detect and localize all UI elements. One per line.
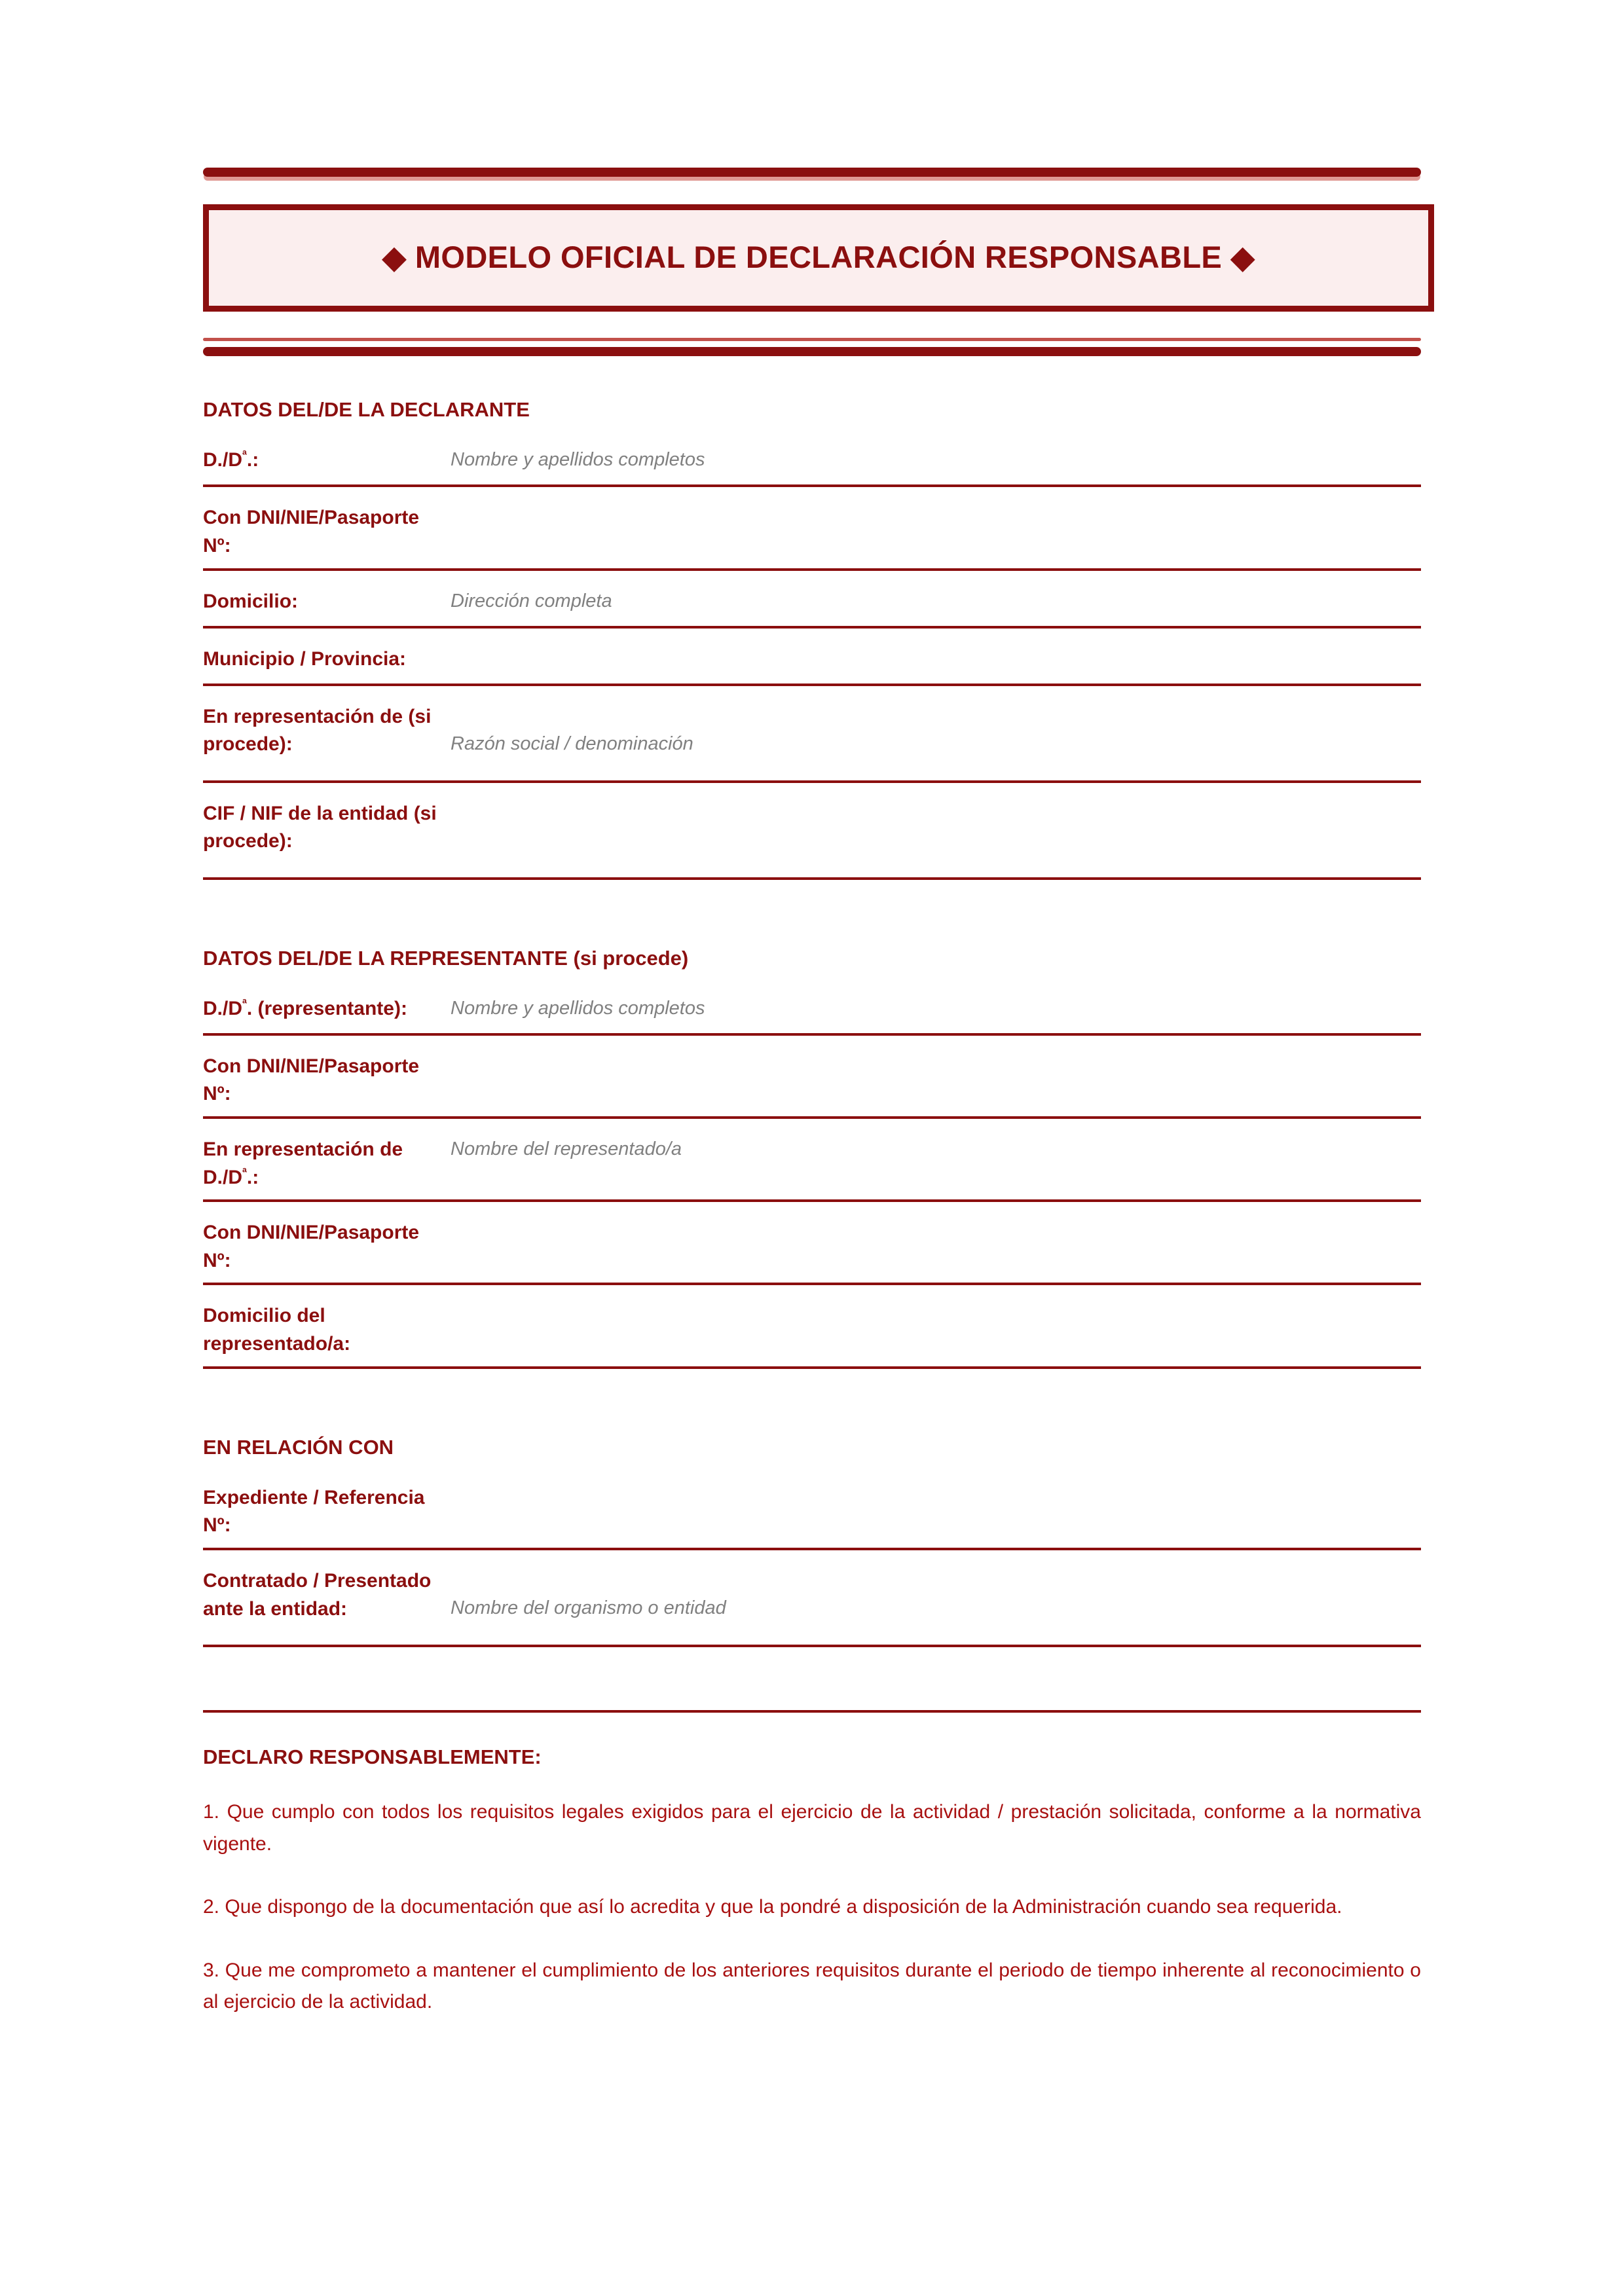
field-declarante-representacion[interactable]	[203, 703, 1421, 783]
field-representante-dni[interactable]	[203, 1053, 1421, 1119]
field-declarante-domicilio[interactable]	[203, 588, 1421, 629]
field-representante-en-representacion-de[interactable]	[203, 1136, 1421, 1202]
declaration-heading: DECLARO RESPONSABLEMENTE:	[203, 1745, 542, 1769]
field-contratado-presentado-ante-entidad[interactable]	[203, 1567, 1421, 1647]
declaration-item-3: 3. Que me comprometo a mantener el cumplimiento de los anteriores requisitos durante el periodo de tiempo inherente al reconocimiento o al ejercicio de la actividad.	[203, 1959, 1421, 2013]
field-label: Municipio / Provincia:	[203, 647, 407, 670]
field-label: Domicilio:	[203, 590, 299, 612]
header-rule-thin	[203, 338, 1421, 341]
field-placeholder: Nombre y apellidos completos	[451, 997, 705, 1019]
field-expediente-referencia[interactable]	[203, 1484, 1421, 1550]
field-declarante-dni[interactable]	[203, 504, 1421, 570]
field-label: $D./D^ª$.:	[203, 448, 259, 471]
field-label: Expediente / Referencia Nº:	[203, 1486, 425, 1537]
field-placeholder: Nombre y apellidos completos	[451, 449, 705, 471]
field-representado-dni[interactable]	[203, 1219, 1421, 1285]
field-label: Con DNI/NIE/Pasaporte Nº:	[203, 1222, 420, 1271]
field-label: Contratado / Presentado ante la entidad:	[203, 1570, 432, 1620]
field-label: En representación de (si procede):	[203, 705, 432, 756]
declaration-item-2: 2. Que dispongo de la documentación que así lo acredita y que la pondré a disposición de la Administración cuando sea requerida.	[203, 1896, 1342, 1918]
document-content	[203, 0, 1421, 2018]
field-declarante-nombre[interactable]	[203, 446, 1421, 487]
field-label: Con DNI/NIE/Pasaporte Nº:	[203, 1055, 420, 1105]
header-rule-thick	[203, 347, 1421, 356]
field-label: CIF / NIF de la entidad (si procede):	[203, 802, 437, 852]
field-placeholder: Dirección completa	[451, 590, 612, 611]
section-declaracion	[203, 1745, 1421, 2018]
field-declarante-municipio-provincia[interactable]	[203, 646, 1421, 686]
header-rule-bottom	[203, 338, 1421, 356]
field-placeholder: Razón social / denominación	[451, 733, 693, 754]
page-title: ◆ MODELO OFICIAL DE DECLARACIÓN RESPONSABLE ◆	[382, 240, 1255, 274]
field-representante-nombre[interactable]	[203, 995, 1421, 1036]
field-blank-extra[interactable]	[203, 1664, 1421, 1713]
declaration-item-1: 1. Que cumplo con todos los requisitos legales exigidos para el ejercicio de la actividad / prestación solicitada, conforme a la normativa vigente.	[203, 1801, 1421, 1855]
field-representado-domicilio[interactable]	[203, 1302, 1421, 1368]
field-label: Con DNI/NIE/Pasaporte Nº:	[203, 507, 420, 556]
field-label: $D./D^ª$. (representante):	[203, 996, 407, 1019]
section-declarante	[203, 397, 1421, 879]
field-placeholder: Nombre del representado/a	[451, 1139, 682, 1160]
field-declarante-cif-nif[interactable]	[203, 800, 1421, 880]
header-rule-top	[203, 168, 1421, 177]
field-label: En representación de $D./D^ª$.:	[203, 1139, 403, 1188]
field-label: Domicilio del representado/a:	[203, 1305, 351, 1355]
section-heading-declarante: DATOS DEL/DE LA DECLARANTE	[203, 398, 530, 422]
field-placeholder: Nombre del organismo o entidad	[451, 1597, 726, 1619]
section-heading-representante: DATOS DEL/DE LA REPRESENTANTE (si procede)	[203, 946, 689, 970]
section-representante	[203, 945, 1421, 1369]
section-en-relacion-con	[203, 1434, 1421, 1713]
section-heading-en-relacion-con: EN RELACIÓN CON	[203, 1435, 394, 1459]
title-banner	[203, 204, 1434, 312]
